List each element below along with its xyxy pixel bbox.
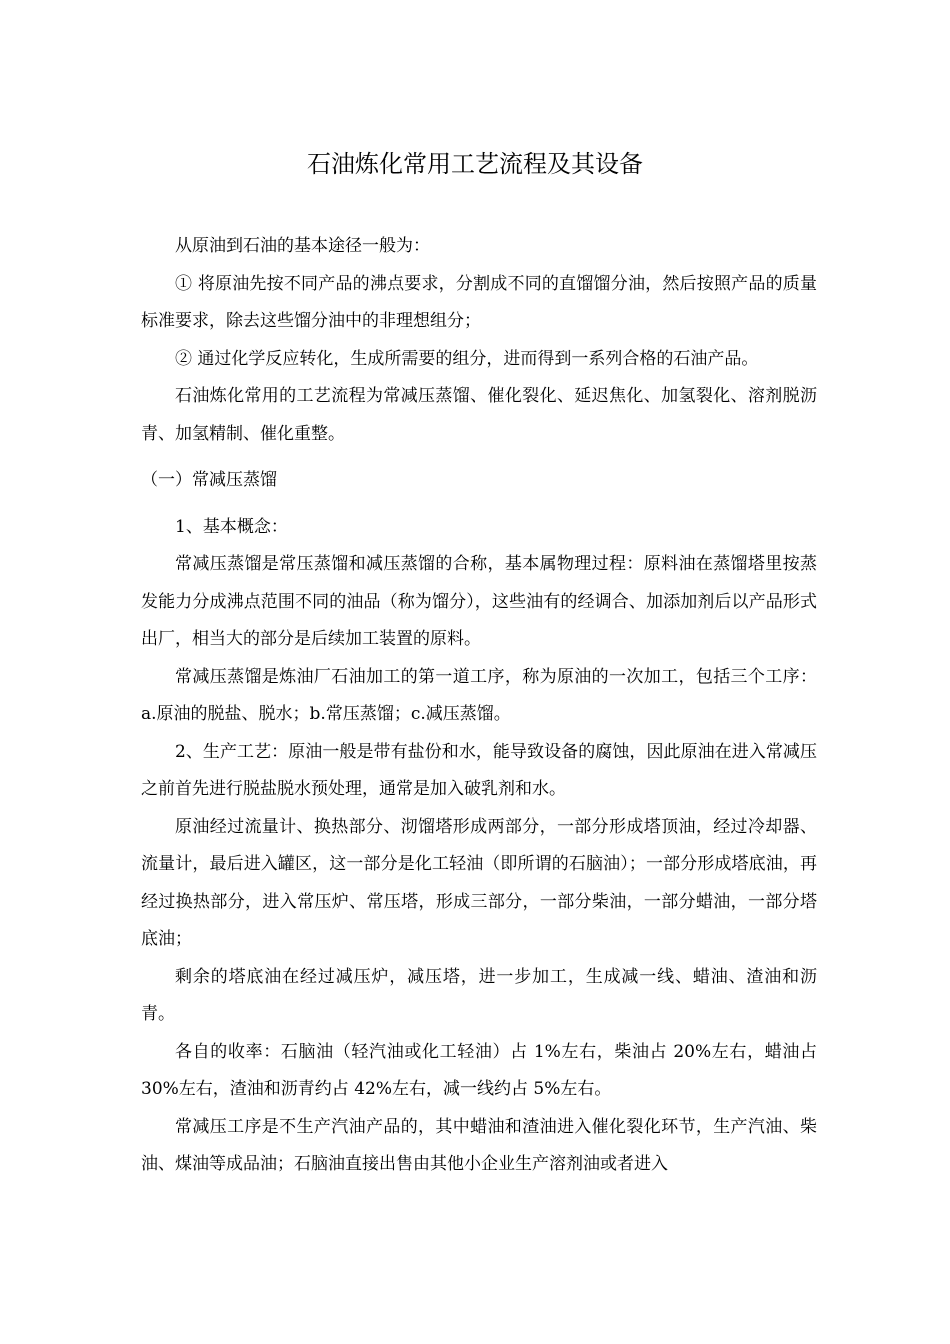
paragraph: 1、基本概念： [175, 516, 288, 537]
paragraph: 剩余的塔底油在经过减压炉，减压塔，进一步加工，生成减一线、蜡油、渣油和沥青。 [141, 966, 817, 1024]
paragraph: 从原油到石油的基本途径一般为： [175, 236, 430, 256]
paragraph: 常减压蒸馏是炼油厂石油加工的第一道工序，称为原油的一次加工，包括三个工序：a.原油的脱盐、脱水；b.常压蒸馏；c.减压蒸馏。 [141, 666, 817, 724]
paragraph: 常减压蒸馏是常压蒸馏和减压蒸馏的合称，基本属物理过程：原料油在蒸馏塔里按蒸发能力分成沸点范围不同的油品（称为馏分），这些油有的经调合、加添加剂后以产品形式出厂，相当大的部分是后续加工装置的原料。 [141, 554, 817, 649]
paragraph: 原油经过流量计、换热部分、沏馏塔形成两部分，一部分形成塔顶油，经过冷却器、流量计，最后进入罐区，这一部分是化工轻油（即所谓的石脑油）；一部分形成塔底油，再经过换热部分，进入常压炉、常压塔，形成三部分，一部分柴油，一部分蜡油，一部分塔底油； [141, 816, 817, 949]
paragraph: 各自的收率：石脑油（轻汽油或化工轻油）占 1%左右，柴油占 20%左右，蜡油占 30%左右，渣油和沥青约占 42%左右，减一线约占 5%左右。 [141, 1041, 817, 1099]
paragraph: 常减压工序是不生产汽油产品的，其中蜡油和渣油进入催化裂化环节，生产汽油、柴油、煤油等成品油；石脑油直接出售由其他小企业生产溶剂油或者进入 [141, 1116, 817, 1174]
paragraph: ① 将原油先按不同产品的沸点要求，分割成不同的直馏馏分油，然后按照产品的质量标准要求，除去这些馏分油中的非理想组分； [141, 273, 817, 331]
section-heading: （一）常减压蒸馏 [141, 470, 277, 490]
document-title: 石油炼化常用工艺流程及其设备 [307, 150, 643, 178]
document-body [141, 228, 817, 1184]
paragraph: ② 通过化学反应转化，生成所需要的组分，进而得到一系列合格的石油产品。 [175, 348, 759, 369]
paragraph: 石油炼化常用的工艺流程为常减压蒸馏、催化裂化、延迟焦化、加氢裂化、溶剂脱沥青、加氢精制、催化重整。 [141, 386, 817, 444]
paragraph: 2、生产工艺：原油一般是带有盐份和水，能导致设备的腐蚀，因此原油在进入常减压之前首先进行脱盐脱水预处理，通常是加入破乳剂和水。 [141, 741, 817, 799]
